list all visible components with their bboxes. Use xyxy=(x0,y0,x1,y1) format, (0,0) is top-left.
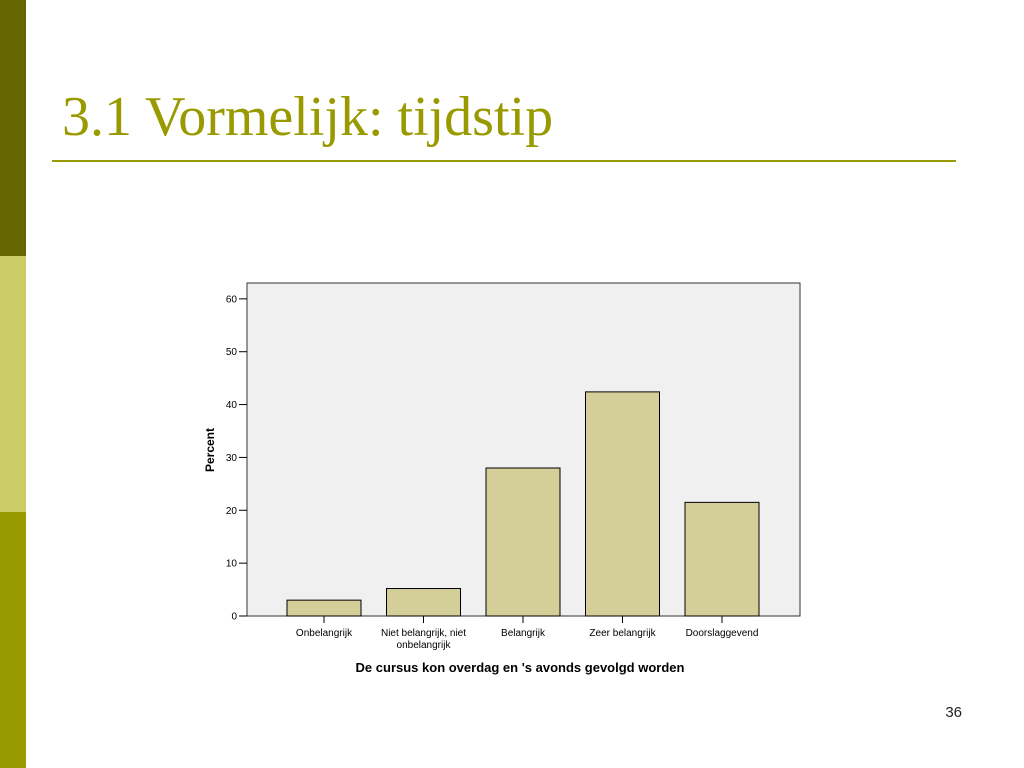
decorative-band-middle xyxy=(0,256,26,512)
bar-1 xyxy=(287,600,361,616)
x-tick-label: Belangrijk xyxy=(501,628,545,639)
bar-chart xyxy=(180,270,820,690)
decorative-band-top xyxy=(0,0,26,256)
y-tick-label: 50 xyxy=(225,347,237,359)
bar-4 xyxy=(586,392,660,616)
y-tick-label: 0 xyxy=(231,611,237,623)
bar-2 xyxy=(387,589,461,616)
x-tick-label: Doorslaggevend xyxy=(685,628,759,639)
y-tick-label: 60 xyxy=(225,294,237,306)
x-tick-label: onbelangrijk xyxy=(396,640,451,651)
y-axis-title: Percent xyxy=(203,427,217,473)
bar-5 xyxy=(685,502,759,616)
page-number: 36 xyxy=(945,704,962,721)
y-tick-label: 10 xyxy=(225,558,237,570)
y-tick-label: 30 xyxy=(225,452,237,464)
bar-3 xyxy=(486,468,560,616)
y-axis xyxy=(226,294,247,622)
slide-title: 3.1 Vormelijk: tijdstip xyxy=(62,86,554,148)
y-tick-label: 20 xyxy=(225,505,237,517)
x-tick-label: Niet belangrijk, niet xyxy=(380,628,467,639)
x-tick-label: Onbelangrijk xyxy=(295,628,353,639)
x-axis-title: De cursus kon overdag en 's avonds gevolgd worden xyxy=(355,660,685,675)
title-underline xyxy=(52,160,956,162)
x-axis xyxy=(296,616,758,651)
x-tick-label: Zeer belangrijk xyxy=(589,628,656,639)
decorative-band-bottom xyxy=(0,512,26,768)
y-tick-label: 40 xyxy=(225,400,237,412)
